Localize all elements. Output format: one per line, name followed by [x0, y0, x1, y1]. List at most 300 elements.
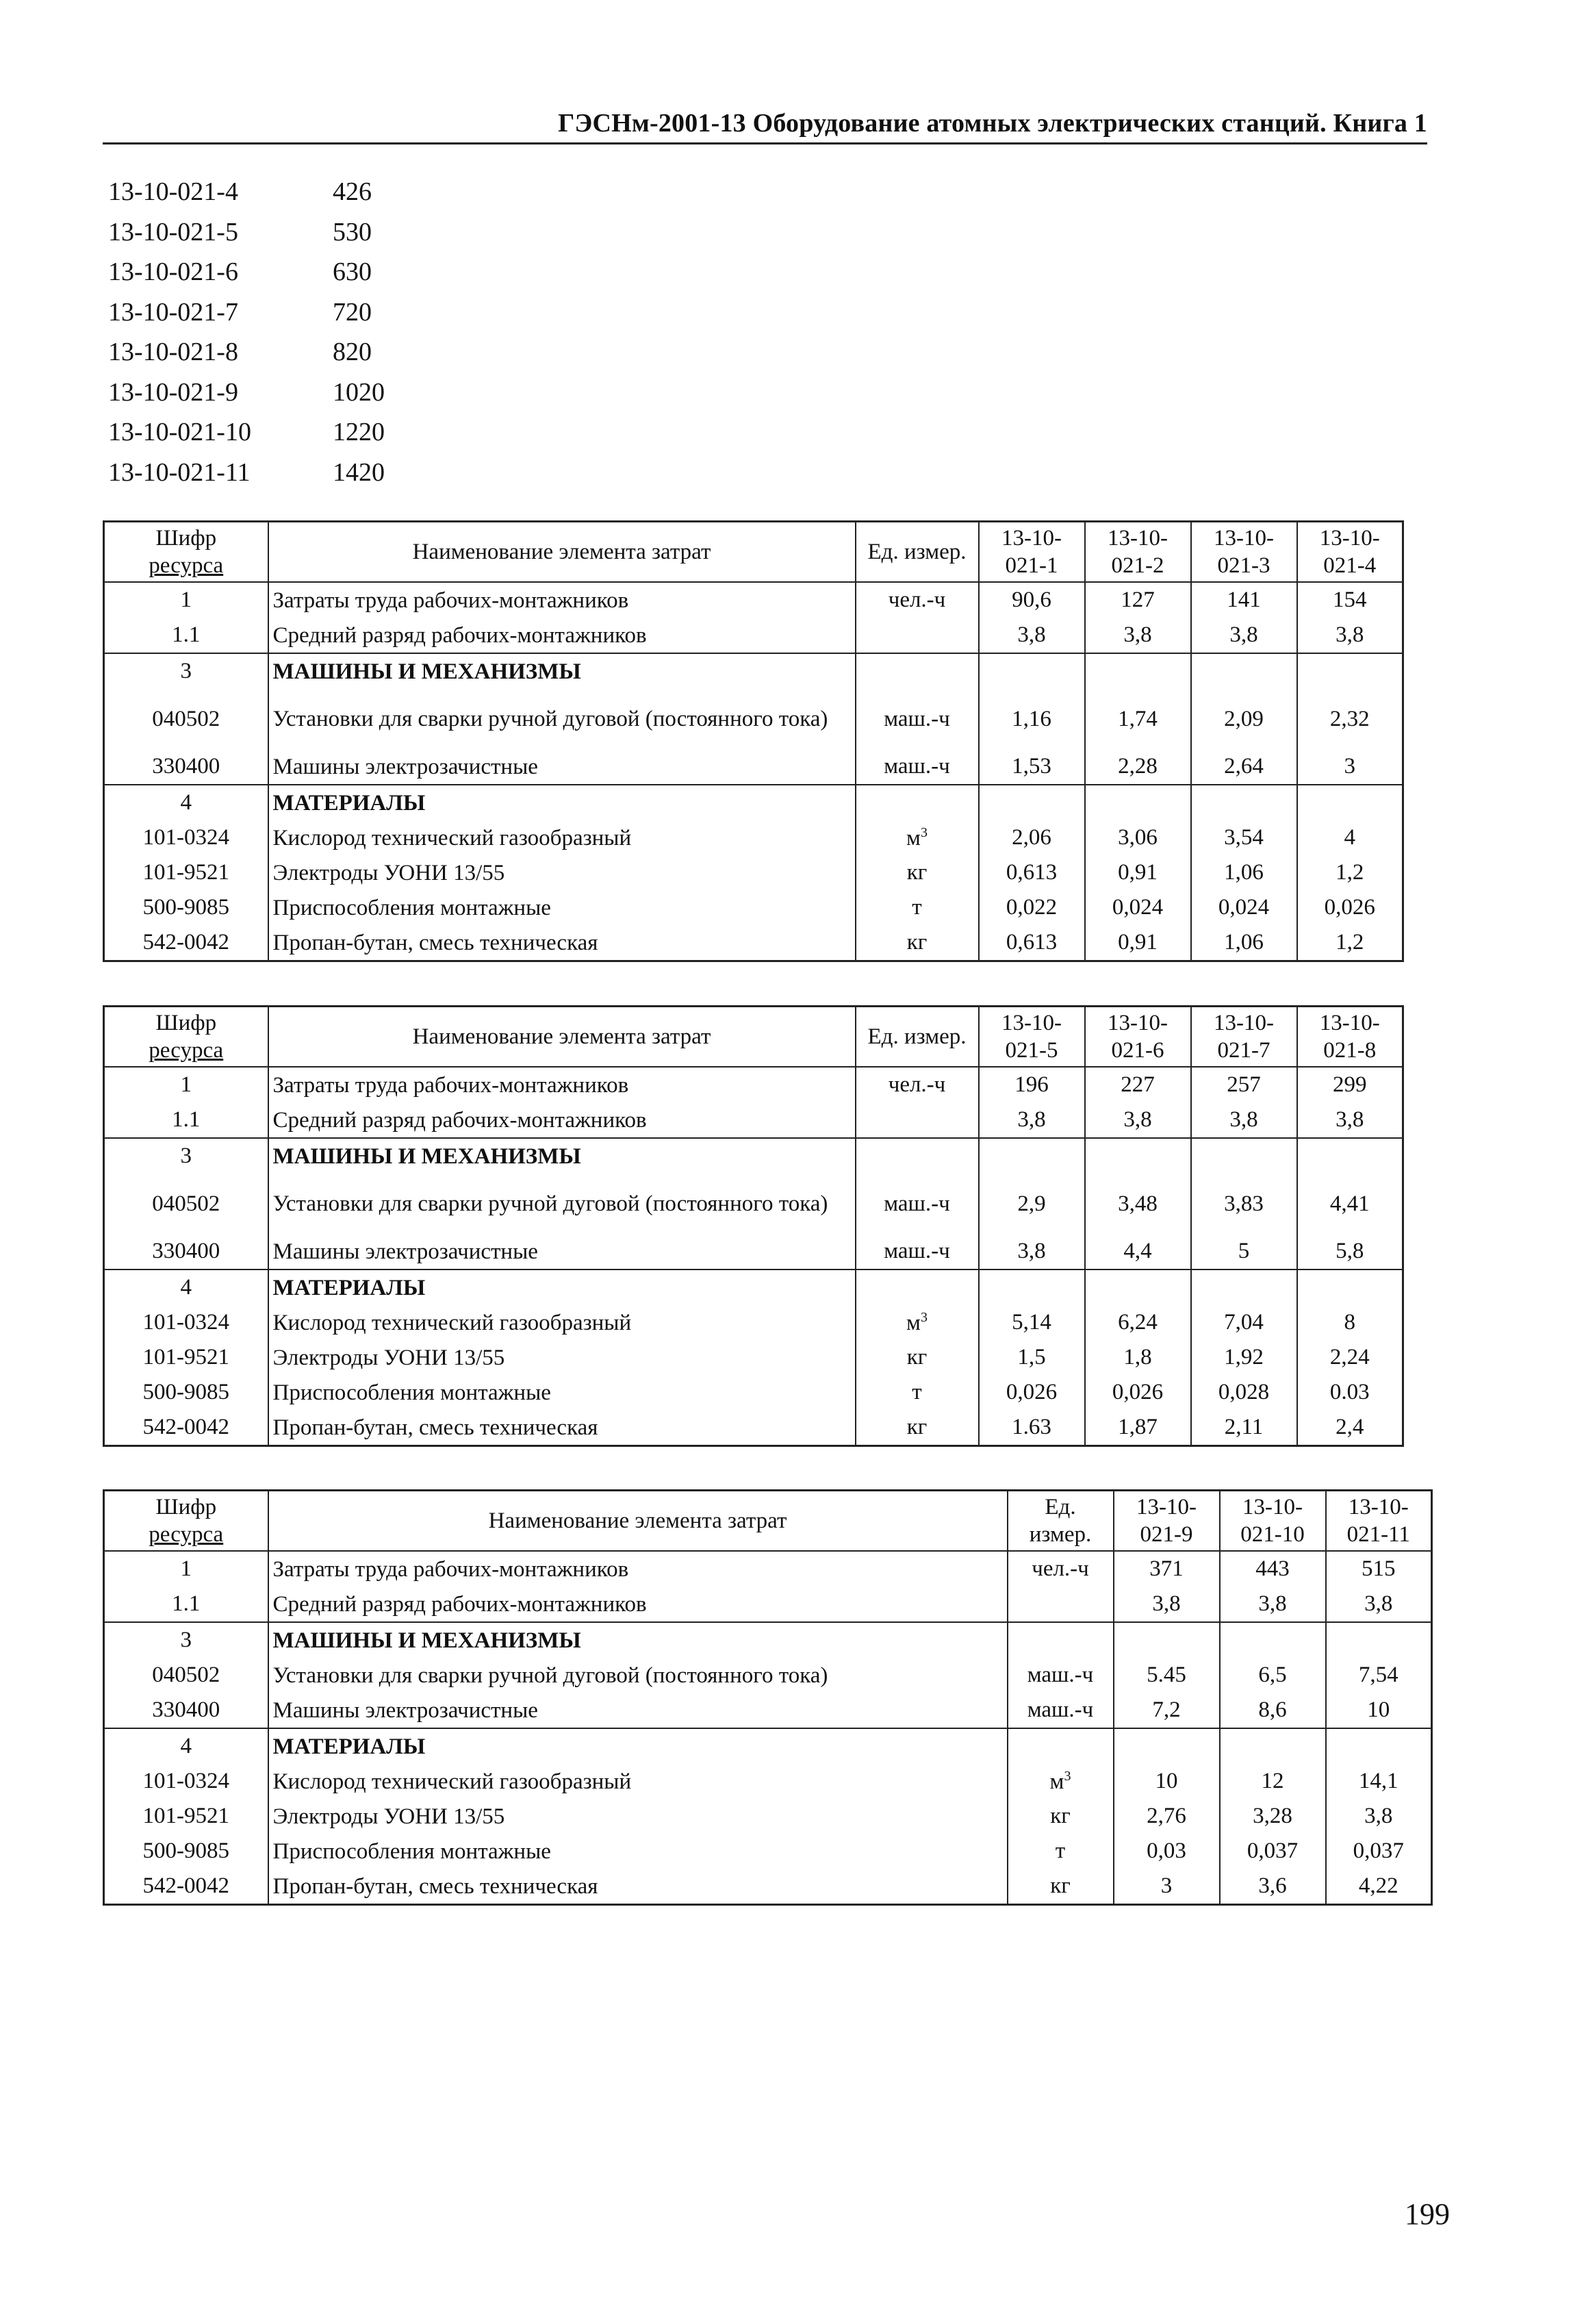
- norm-value: 6,5: [1220, 1658, 1326, 1693]
- item-code: 13-10-021-10: [108, 418, 251, 446]
- norm-value: [1191, 1138, 1297, 1174]
- header-norm-prefix: 13-10-: [1319, 526, 1380, 551]
- resource-code: 4: [104, 1728, 268, 1764]
- header-resource-code: [104, 1007, 268, 1068]
- norm-value: 3,8: [1326, 1799, 1432, 1834]
- norm-value: 2,11: [1191, 1410, 1297, 1446]
- header-norm-code: [1085, 1007, 1191, 1068]
- norm-value: 3,8: [1191, 618, 1297, 653]
- norm-value: [1085, 1138, 1191, 1174]
- resource-code: 040502: [104, 1174, 268, 1234]
- norm-value: 3,8: [1326, 1587, 1432, 1622]
- norm-value: 10: [1114, 1764, 1220, 1799]
- norm-value: 0,024: [1085, 890, 1191, 925]
- item-code: 13-10-021-6: [108, 257, 238, 286]
- table-row: [104, 1834, 1432, 1869]
- norm-value: 10: [1326, 1693, 1432, 1728]
- norm-value: 196: [979, 1067, 1085, 1102]
- norm-value: 2,64: [1191, 749, 1297, 785]
- norm-value: 5,8: [1297, 1234, 1403, 1270]
- resource-code: 1.1: [104, 618, 268, 653]
- norm-value: 0,024: [1191, 890, 1297, 925]
- header-norm-code: [1297, 1007, 1403, 1068]
- table-row: [104, 1658, 1432, 1693]
- header-norm-code: [1297, 522, 1403, 583]
- norm-value: [1297, 1270, 1403, 1305]
- cost-element-name: Затраты труда рабочих-монтажников: [268, 1551, 1008, 1587]
- norm-value: 127: [1085, 582, 1191, 618]
- code-list-item: [108, 337, 385, 377]
- resource-code: 500-9085: [104, 890, 268, 925]
- header-norm-prefix: 13-10-: [1001, 1011, 1062, 1035]
- page-number: 199: [1405, 2197, 1450, 2231]
- cost-element-name: МАШИНЫ И МЕХАНИЗМЫ: [268, 1138, 856, 1174]
- resource-code: 1.1: [104, 1102, 268, 1138]
- cost-element-name: Затраты труда рабочих-монтажников: [268, 1067, 856, 1102]
- unit-of-measure: [856, 1270, 979, 1305]
- header-norm-suffix: 021-9: [1140, 1522, 1193, 1547]
- header-norm-suffix: 021-3: [1217, 553, 1270, 578]
- norm-value: 12: [1220, 1764, 1326, 1799]
- resource-code: 101-0324: [104, 1764, 268, 1799]
- norm-value: [1191, 1270, 1297, 1305]
- code-list-item: [108, 377, 385, 418]
- resource-code: 1.1: [104, 1587, 268, 1622]
- table-row: [104, 1102, 1403, 1138]
- item-value: 1220: [333, 418, 385, 446]
- norm-value: 3,8: [1297, 618, 1403, 653]
- code-size-list: [108, 177, 385, 497]
- cost-element-name: МАТЕРИАЛЫ: [268, 1270, 856, 1305]
- header-unit: Ед. измер.: [856, 522, 979, 583]
- norm-value: 443: [1220, 1551, 1326, 1587]
- cost-element-name: Затраты труда рабочих-монтажников: [268, 582, 856, 618]
- header-norm-prefix: 13-10-: [1214, 1011, 1274, 1035]
- norm-value: 1,87: [1085, 1410, 1191, 1446]
- table-row: [104, 618, 1403, 653]
- cost-element-name: Электроды УОНИ 13/55: [268, 855, 856, 890]
- unit-of-measure: т: [856, 890, 979, 925]
- code-list-item: [108, 297, 385, 338]
- cost-element-name: Пропан-бутан, смесь техническая: [268, 1869, 1008, 1905]
- table-row: [104, 1270, 1403, 1305]
- norm-value: 2,32: [1297, 689, 1403, 749]
- header-unit: Ед. измер.: [856, 1007, 979, 1068]
- norm-value: 2,9: [979, 1174, 1085, 1234]
- header-cost-element-name: Наименование элемента затрат: [268, 522, 856, 583]
- norm-value: 371: [1114, 1551, 1220, 1587]
- table-row: [104, 1728, 1432, 1764]
- resource-code: 330400: [104, 1693, 268, 1728]
- unit-of-measure: [856, 785, 979, 820]
- cost-element-name: Машины электрозачистные: [268, 1693, 1008, 1728]
- code-list-item: [108, 217, 385, 257]
- unit-of-measure: [1008, 1587, 1114, 1622]
- header-norm-suffix: 021-2: [1111, 553, 1164, 578]
- table-header-row: [104, 522, 1403, 583]
- header-norm-code: [1326, 1491, 1432, 1552]
- norm-value: 2,24: [1297, 1340, 1403, 1375]
- unit-of-measure: [1008, 1728, 1114, 1764]
- cost-element-name: Приспособления монтажные: [268, 1375, 856, 1410]
- resource-code: 330400: [104, 1234, 268, 1270]
- code-list-item: [108, 257, 385, 297]
- norm-value: 4,22: [1326, 1869, 1432, 1905]
- norm-value: 3,6: [1220, 1869, 1326, 1905]
- page-header: [103, 108, 1427, 144]
- header-norm-prefix: 13-10-: [1319, 1011, 1380, 1035]
- cost-element-name: Средний разряд рабочих-монтажников: [268, 618, 856, 653]
- resource-code: 4: [104, 785, 268, 820]
- table-row: [104, 1138, 1403, 1174]
- norm-value: 3,8: [1085, 618, 1191, 653]
- resource-code: 101-9521: [104, 1799, 268, 1834]
- cost-element-name: Установки для сварки ручной дуговой (постоянного тока): [268, 1174, 856, 1234]
- cost-element-name: Приспособления монтажные: [268, 1834, 1008, 1869]
- header-norm-code: [1085, 522, 1191, 583]
- norm-value: 1,92: [1191, 1340, 1297, 1375]
- header-norm-code: [1114, 1491, 1220, 1552]
- norm-value: 0,026: [1297, 890, 1403, 925]
- resource-code: 4: [104, 1270, 268, 1305]
- norm-value: [1297, 653, 1403, 689]
- table-row: [104, 1622, 1432, 1658]
- unit-of-measure: [856, 618, 979, 653]
- unit-of-measure: т: [856, 1375, 979, 1410]
- header-code-line1: Шифр: [155, 1495, 217, 1519]
- norm-value: [1297, 785, 1403, 820]
- header-norm-prefix: 13-10-: [1108, 526, 1168, 551]
- norm-value: 3,8: [1297, 1102, 1403, 1138]
- unit-of-measure: чел.-ч: [856, 1067, 979, 1102]
- unit-of-measure: [856, 1102, 979, 1138]
- norm-value: 3,8: [979, 1102, 1085, 1138]
- table-row: [104, 1693, 1432, 1728]
- cost-element-name: Приспособления монтажные: [268, 890, 856, 925]
- cost-element-name: Установки для сварки ручной дуговой (постоянного тока): [268, 689, 856, 749]
- norm-value: 0,91: [1085, 855, 1191, 890]
- header-cost-element-name: Наименование элемента затрат: [268, 1007, 856, 1068]
- unit-of-measure: маш.-ч: [856, 1234, 979, 1270]
- norm-value: 8,6: [1220, 1693, 1326, 1728]
- norm-value: 8: [1297, 1305, 1403, 1340]
- resource-code: 3: [104, 1138, 268, 1174]
- norm-value: 1.63: [979, 1410, 1085, 1446]
- norm-value: 4,41: [1297, 1174, 1403, 1234]
- norm-value: 3,8: [979, 1234, 1085, 1270]
- unit-of-measure: [856, 653, 979, 689]
- header-norm-suffix: 021-10: [1240, 1522, 1305, 1547]
- norm-value: 1,74: [1085, 689, 1191, 749]
- norm-value: 1,06: [1191, 925, 1297, 961]
- norm-value: 14,1: [1326, 1764, 1432, 1799]
- header-norm-prefix: 13-10-: [1348, 1495, 1409, 1519]
- header-norm-prefix: 13-10-: [1214, 526, 1274, 551]
- norm-value: 5,14: [979, 1305, 1085, 1340]
- norm-value: [1085, 653, 1191, 689]
- resource-table: [103, 1489, 1433, 1906]
- table-row: [104, 653, 1403, 689]
- norm-value: 0,613: [979, 925, 1085, 961]
- resource-code: 3: [104, 1622, 268, 1658]
- norm-value: 2,28: [1085, 749, 1191, 785]
- unit-of-measure: чел.-ч: [1008, 1551, 1114, 1587]
- cost-element-name: Средний разряд рабочих-монтажников: [268, 1587, 1008, 1622]
- norm-value: [1191, 785, 1297, 820]
- norm-value: [979, 1270, 1085, 1305]
- cost-element-name: МАШИНЫ И МЕХАНИЗМЫ: [268, 1622, 1008, 1658]
- norm-value: 0,026: [979, 1375, 1085, 1410]
- norm-value: [1297, 1138, 1403, 1174]
- resource-table: [103, 520, 1404, 962]
- norm-value: 1,2: [1297, 855, 1403, 890]
- table-row: [104, 1551, 1432, 1587]
- table-row: [104, 582, 1403, 618]
- unit-of-measure: $м^3$: [1008, 1764, 1114, 1799]
- table-header-row: [104, 1007, 1403, 1068]
- cost-element-name: Электроды УОНИ 13/55: [268, 1340, 856, 1375]
- unit-of-measure: т: [1008, 1834, 1114, 1869]
- header-norm-code: [979, 1007, 1085, 1068]
- unit-of-measure: маш.-ч: [856, 689, 979, 749]
- cost-element-name: Кислород технический газообразный: [268, 820, 856, 855]
- norm-value: 515: [1326, 1551, 1432, 1587]
- table-row: [104, 820, 1403, 855]
- resource-table: [103, 1005, 1404, 1447]
- item-value: 530: [333, 217, 372, 247]
- table-row: [104, 1305, 1403, 1340]
- norm-value: [1220, 1728, 1326, 1764]
- norm-value: 7,2: [1114, 1693, 1220, 1728]
- table-row: [104, 1410, 1403, 1446]
- resource-code: 330400: [104, 749, 268, 785]
- table-row: [104, 1764, 1432, 1799]
- cost-element-name: Пропан-бутан, смесь техническая: [268, 925, 856, 961]
- resource-code: 500-9085: [104, 1834, 268, 1869]
- norm-value: 3,8: [1220, 1587, 1326, 1622]
- header-norm-prefix: 13-10-: [1136, 1495, 1197, 1519]
- item-code: 13-10-021-8: [108, 338, 238, 366]
- cost-element-name: Средний разряд рабочих-монтажников: [268, 1102, 856, 1138]
- item-value: 630: [333, 257, 372, 286]
- header-norm-suffix: 021-5: [1005, 1038, 1058, 1063]
- code-list-item: [108, 417, 385, 457]
- table-row: [104, 1869, 1432, 1905]
- table-row: [104, 1340, 1403, 1375]
- norm-value: 3: [1114, 1869, 1220, 1905]
- header-norm-suffix: 021-1: [1005, 553, 1058, 578]
- header-norm-suffix: 021-8: [1323, 1038, 1377, 1063]
- norm-value: 4: [1297, 820, 1403, 855]
- norm-value: 0,026: [1085, 1375, 1191, 1410]
- norm-value: 1,5: [979, 1340, 1085, 1375]
- header-code-line2: ресурса: [149, 1522, 224, 1547]
- header-norm-suffix: 021-6: [1111, 1038, 1164, 1063]
- cost-element-name: Установки для сварки ручной дуговой (постоянного тока): [268, 1658, 1008, 1693]
- header-norm-code: [1191, 1007, 1297, 1068]
- norm-value: 141: [1191, 582, 1297, 618]
- norm-value: [979, 653, 1085, 689]
- norm-value: 0,613: [979, 855, 1085, 890]
- unit-of-measure: $м^3$: [856, 820, 979, 855]
- unit-of-measure: кг: [856, 1340, 979, 1375]
- header-norm-prefix: 13-10-: [1108, 1011, 1168, 1035]
- resource-code: 542-0042: [104, 1869, 268, 1905]
- norm-value: 257: [1191, 1067, 1297, 1102]
- header-cost-element-name: Наименование элемента затрат: [268, 1491, 1008, 1552]
- table-row: [104, 890, 1403, 925]
- unit-of-measure: $м^3$: [856, 1305, 979, 1340]
- cost-element-name: МАТЕРИАЛЫ: [268, 1728, 1008, 1764]
- cost-element-name: Пропан-бутан, смесь техническая: [268, 1410, 856, 1446]
- cost-element-name: Кислород технический газообразный: [268, 1764, 1008, 1799]
- norm-value: 3,48: [1085, 1174, 1191, 1234]
- unit-of-measure: маш.-ч: [1008, 1658, 1114, 1693]
- norm-value: 3,8: [1085, 1102, 1191, 1138]
- norm-value: [1326, 1728, 1432, 1764]
- item-value: 1420: [333, 457, 385, 487]
- table-row: [104, 925, 1403, 961]
- item-code: 13-10-021-4: [108, 177, 238, 206]
- norm-value: [979, 785, 1085, 820]
- cost-element-name: Электроды УОНИ 13/55: [268, 1799, 1008, 1834]
- norm-value: 2,4: [1297, 1410, 1403, 1446]
- norm-value: 4,4: [1085, 1234, 1191, 1270]
- norm-value: 0,91: [1085, 925, 1191, 961]
- norm-value: 2,06: [979, 820, 1085, 855]
- header-code-line2: ресурса: [149, 1038, 224, 1063]
- resource-code: 1: [104, 582, 268, 618]
- norm-value: 2,76: [1114, 1799, 1220, 1834]
- unit-of-measure: кг: [856, 925, 979, 961]
- norm-value: 0,03: [1114, 1834, 1220, 1869]
- norm-value: 90,6: [979, 582, 1085, 618]
- resource-code: 040502: [104, 1658, 268, 1693]
- norm-value: 2,09: [1191, 689, 1297, 749]
- header-norm-code: [1220, 1491, 1326, 1552]
- norm-value: 3,8: [1191, 1102, 1297, 1138]
- norm-value: 7,54: [1326, 1658, 1432, 1693]
- code-list-item: [108, 177, 385, 217]
- item-code: 13-10-021-5: [108, 217, 238, 247]
- resource-code: 1: [104, 1551, 268, 1587]
- unit-of-measure: кг: [856, 1410, 979, 1446]
- norm-value: 0.03: [1297, 1375, 1403, 1410]
- norm-value: 1,06: [1191, 855, 1297, 890]
- unit-of-measure: чел.-ч: [856, 582, 979, 618]
- norm-value: 0,022: [979, 890, 1085, 925]
- norm-value: 5: [1191, 1234, 1297, 1270]
- unit-of-measure: маш.-ч: [856, 1174, 979, 1234]
- norm-value: 1,2: [1297, 925, 1403, 961]
- unit-of-measure: кг: [856, 855, 979, 890]
- unit-of-measure: кг: [1008, 1869, 1114, 1905]
- table-row: [104, 785, 1403, 820]
- norm-value: 0,028: [1191, 1375, 1297, 1410]
- resource-code: 101-0324: [104, 820, 268, 855]
- norm-value: 0,037: [1220, 1834, 1326, 1869]
- norm-value: [1085, 1270, 1191, 1305]
- norm-value: 154: [1297, 582, 1403, 618]
- unit-of-measure: кг: [1008, 1799, 1114, 1834]
- header-code-line2: ресурса: [149, 553, 224, 578]
- norm-value: 3,8: [979, 618, 1085, 653]
- resource-code: 3: [104, 653, 268, 689]
- norm-value: 3,8: [1114, 1587, 1220, 1622]
- header-norm-prefix: 13-10-: [1001, 526, 1062, 551]
- norm-value: 3,83: [1191, 1174, 1297, 1234]
- norm-value: 227: [1085, 1067, 1191, 1102]
- table-row: [104, 1174, 1403, 1234]
- table-row: [104, 1375, 1403, 1410]
- table-row: [104, 689, 1403, 749]
- resource-code: 1: [104, 1067, 268, 1102]
- cost-element-name: МАШИНЫ И МЕХАНИЗМЫ: [268, 653, 856, 689]
- resource-code: 500-9085: [104, 1375, 268, 1410]
- norm-value: 5.45: [1114, 1658, 1220, 1693]
- norm-value: 3,54: [1191, 820, 1297, 855]
- unit-of-measure: [1008, 1622, 1114, 1658]
- norm-value: 0,037: [1326, 1834, 1432, 1869]
- norm-value: [979, 1138, 1085, 1174]
- code-list-item: [108, 457, 385, 498]
- resource-code: 040502: [104, 689, 268, 749]
- header-code-line1: Шифр: [155, 526, 217, 551]
- norm-value: [1191, 653, 1297, 689]
- cost-element-name: Кислород технический газообразный: [268, 1305, 856, 1340]
- table-header-row: [104, 1491, 1432, 1552]
- norm-value: [1114, 1622, 1220, 1658]
- table-row: [104, 1799, 1432, 1834]
- header-resource-code: [104, 522, 268, 583]
- norm-value: 3: [1297, 749, 1403, 785]
- document-title: ГЭСНм-2001-13 Оборудование атомных электрических станций. Книга 1: [558, 109, 1427, 138]
- norm-value: [1114, 1728, 1220, 1764]
- header-unit: Ед. измер.: [1008, 1491, 1114, 1552]
- norm-value: 1,16: [979, 689, 1085, 749]
- table-row: [104, 855, 1403, 890]
- item-value: 820: [333, 338, 372, 366]
- item-value: 720: [333, 297, 372, 327]
- norm-value: 1,8: [1085, 1340, 1191, 1375]
- unit-of-measure: маш.-ч: [1008, 1693, 1114, 1728]
- norm-value: 3,06: [1085, 820, 1191, 855]
- item-code: 13-10-021-7: [108, 297, 238, 327]
- norm-value: 3,28: [1220, 1799, 1326, 1834]
- norm-value: [1220, 1622, 1326, 1658]
- norm-value: 7,04: [1191, 1305, 1297, 1340]
- table-row: [104, 1067, 1403, 1102]
- norm-value: 299: [1297, 1067, 1403, 1102]
- item-value: 426: [333, 177, 372, 206]
- resource-code: 101-0324: [104, 1305, 268, 1340]
- norm-value: 1,53: [979, 749, 1085, 785]
- resource-code: 101-9521: [104, 855, 268, 890]
- item-code: 13-10-021-11: [108, 457, 251, 487]
- resource-code: 101-9521: [104, 1340, 268, 1375]
- unit-of-measure: [856, 1138, 979, 1174]
- norm-value: [1326, 1622, 1432, 1658]
- table-row: [104, 1587, 1432, 1622]
- header-norm-suffix: 021-4: [1323, 553, 1377, 578]
- unit-of-measure: маш.-ч: [856, 749, 979, 785]
- header-norm-prefix: 13-10-: [1242, 1495, 1303, 1519]
- header-norm-suffix: 021-11: [1346, 1522, 1410, 1547]
- resource-code: 542-0042: [104, 1410, 268, 1446]
- cost-element-name: Машины электрозачистные: [268, 1234, 856, 1270]
- norm-value: [1085, 785, 1191, 820]
- cost-element-name: Машины электрозачистные: [268, 749, 856, 785]
